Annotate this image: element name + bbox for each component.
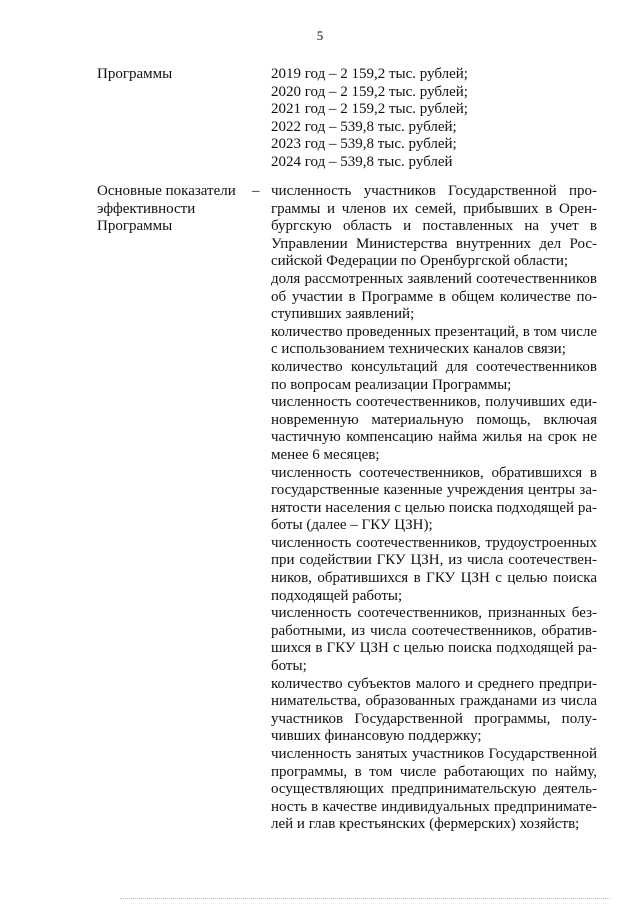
indicator-line: ступивших заявлений; xyxy=(271,306,415,323)
funding-values xyxy=(271,66,597,172)
indicator-line: ность в качестве индивидуальных предпринимате- xyxy=(271,798,597,815)
funding-line: 2022 год – 539,8 тыс. рублей; xyxy=(271,118,457,135)
indicator-line: граммы и членов их семей, прибывших в Орен- xyxy=(271,200,597,217)
page-number: 5 xyxy=(316,28,324,43)
indicator-line: численность соотечественников, признанных без- xyxy=(271,605,597,622)
indicator-line: осуществляющих предпринимательскую деятель- xyxy=(271,781,597,798)
indicators-label-line: Основные показатели xyxy=(97,183,236,199)
indicators-label xyxy=(97,183,257,236)
funding-line: 2023 год – 539,8 тыс. рублей; xyxy=(271,136,457,153)
indicator-line: частичную компенсацию найма жилья на срок не xyxy=(271,429,597,446)
indicator-line: шихся в ГКУ ЦЗН с целью поиска подходящей ра- xyxy=(271,640,597,657)
indicators-label-line: эффективности xyxy=(97,200,196,217)
indicator-line: государственные казенные учреждения центры за- xyxy=(271,482,597,499)
indicator-line: по вопросам реализации Программы; xyxy=(271,376,512,393)
funding-line: 2024 год – 539,8 тыс. рублей xyxy=(271,153,453,170)
indicator-line: при содействии ГКУ ЦЗН, из числа соотечествен- xyxy=(271,552,597,569)
funding-line: 2019 год – 2 159,2 тыс. рублей; xyxy=(271,66,468,82)
indicator-line: с использованием технических каналов связи; xyxy=(271,341,566,358)
indicator-line: численность соотечественников, трудоустроенных xyxy=(271,534,597,551)
indicators-label-line: Программы xyxy=(97,218,173,235)
indicator-line: численность занятых участников Государственной xyxy=(271,746,597,762)
indicator-line: менее 6 месяцев; xyxy=(271,446,380,463)
indicator-line: численность участников Государственной про- xyxy=(271,183,597,199)
indicator-line: Управлении Министерства внутренних дел Рос- xyxy=(271,235,597,252)
indicator-line: участников Государственной программы, полу- xyxy=(271,710,597,727)
indicator-line: бургскую область и поставленных на учет в xyxy=(271,218,597,235)
indicator-line: боты (далее – ГКУ ЦЗН); xyxy=(271,517,433,534)
indicator-line: численность соотечественников, обратившихся в xyxy=(271,464,597,481)
funding-label: Программы xyxy=(97,66,173,82)
indicator-line: ников, обратившихся в ГКУ ЦЗН с целью поиска xyxy=(271,570,597,587)
indicator-line: сийской Федерации по Оренбургской области; xyxy=(271,253,569,270)
indicator-line: боты; xyxy=(271,658,307,675)
funding-line: 2020 год – 2 159,2 тыс. рублей; xyxy=(271,83,468,100)
indicator-line: количество субъектов малого и среднего предпри- xyxy=(271,675,597,692)
indicator-line: доля рассмотренных заявлений соотечественников xyxy=(271,270,597,287)
funding-line: 2021 год – 2 159,2 тыс. рублей; xyxy=(271,101,468,118)
indicator-line: нятости населения с целью поиска подходящей ра- xyxy=(271,499,597,516)
indicator-line: подходящей работы; xyxy=(271,587,403,604)
indicator-line: количество консультаций для соотечественников xyxy=(271,358,597,375)
indicator-line: численность соотечественников, получивших еди- xyxy=(271,394,597,411)
indicator-line: новременную материальную помощь, включая xyxy=(271,411,597,428)
indicator-line: работными, из числа соотечественников, обратив- xyxy=(271,622,597,639)
indicator-line: нимательства, образованных гражданами из числа xyxy=(271,693,597,710)
indicator-line: лей и глав крестьянских (фермерских) хозяйств; xyxy=(271,816,580,833)
indicator-line: количество проведенных презентаций, в том числе xyxy=(271,323,597,340)
indicators-dash: – xyxy=(252,183,260,199)
indicator-line: программы, в том числе работающих по найму, xyxy=(271,763,597,780)
indicator-line: об участии в Программе в общем количестве по- xyxy=(271,288,597,305)
indicators-values xyxy=(271,183,597,834)
indicator-line: чивших финансовую поддержку; xyxy=(271,728,482,745)
page-bottom-divider xyxy=(120,898,610,899)
